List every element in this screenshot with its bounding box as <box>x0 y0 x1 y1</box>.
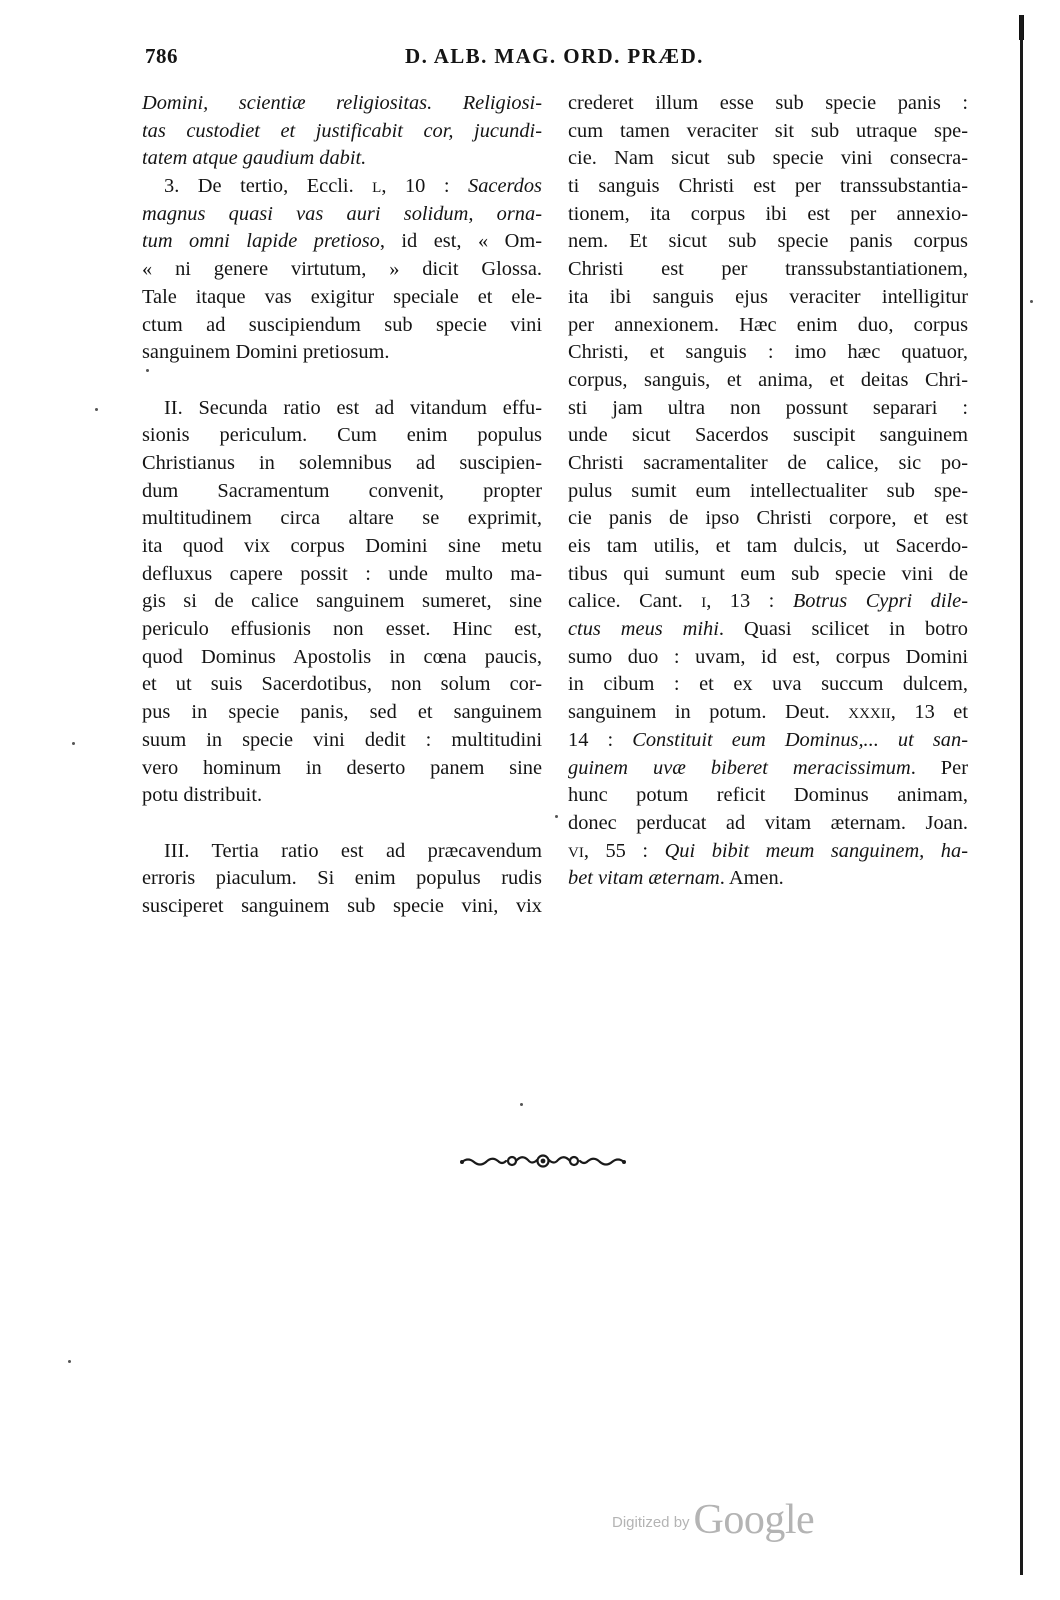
text-line <box>142 782 542 810</box>
italic-segment: ctus meus mihi <box>568 618 719 641</box>
text-line <box>568 588 968 616</box>
text-line <box>568 422 968 450</box>
italic-segment: tatem atque gaudium dabit. <box>142 147 367 170</box>
text-line <box>142 616 542 644</box>
text-line <box>568 505 968 533</box>
text-line <box>142 838 542 866</box>
text-segment: . Per <box>910 756 968 779</box>
text-segment: tibus qui sumunt eum sub specie vini de <box>568 562 968 585</box>
text-segment: per annexionem. Hæc enim duo, corpus <box>568 313 968 336</box>
text-segment: calice. Cant. <box>568 590 702 613</box>
text-segment: I <box>701 595 707 612</box>
text-line <box>142 422 542 450</box>
text-segment: Tale itaque vas exigitur speciale et ele- <box>142 285 542 308</box>
text-segment: ctum ad suscipiendum sub specie vini <box>142 313 542 336</box>
paragraph-gap <box>142 810 542 838</box>
text-line <box>568 256 968 284</box>
watermark-prefix: Digitized by <box>612 1514 690 1531</box>
italic-segment: Domini, scientiæ religiositas. Religiosi- <box>142 92 542 114</box>
text-line <box>142 561 542 589</box>
text-line <box>568 201 968 229</box>
text-line <box>142 173 542 201</box>
text-segment: dum Sacramentum convenit, propter <box>142 479 542 502</box>
text-line <box>568 395 968 423</box>
text-line <box>142 339 542 367</box>
text-line <box>568 727 968 755</box>
italic-segment: Botrus Cypri dile- <box>792 590 969 613</box>
text-segment: potu distribuit. <box>142 784 263 807</box>
text-segment: cum tamen veraciter sit sub utraque spe- <box>568 119 968 142</box>
text-line <box>142 505 542 533</box>
text-line <box>568 671 968 699</box>
text-line <box>568 533 968 561</box>
text-segment: ita quod vix corpus Domini sine metu <box>142 535 542 557</box>
ornament-fleuron <box>458 1148 628 1174</box>
text-line <box>568 312 968 340</box>
text-segment: sionis periculum. Cum enim populus <box>142 424 542 447</box>
italic-segment: magnus quasi vas auri solidum, orna- <box>142 202 542 225</box>
text-segment: sanguinem in potum. Deut. <box>568 701 849 724</box>
text-line <box>142 312 542 340</box>
text-segment: hunc potum reficit Dominus animam, <box>568 784 968 807</box>
text-segment: Christi, et sanguis : imo hæc quatuor, <box>568 341 968 364</box>
text-segment: defluxus capere possit : unde multo ma- <box>142 562 542 585</box>
text-line <box>568 145 968 173</box>
text-segment: erroris piaculum. Si enim populus rudis <box>142 867 542 890</box>
text-segment: sumo duo : uvam, id est, corpus Domini <box>568 645 968 668</box>
text-segment: gis si de calice sanguinem sumeret, sine <box>142 590 542 613</box>
text-line <box>568 865 968 893</box>
page-number: 786 <box>145 44 178 68</box>
text-line <box>142 671 542 699</box>
text-segment: multitudinem circa altare se exprimit, <box>142 507 542 530</box>
text-line <box>568 228 968 256</box>
text-segment: unde sicut Sacerdos suscipit sanguinem <box>568 424 968 447</box>
text-segment: ti sanguis Christi est per transsubstantia- <box>568 175 968 198</box>
text-line <box>142 865 542 893</box>
text-segment: « ni genere virtutum, » dicit Glossa. <box>142 258 542 281</box>
text-segment: cie. Nam sicut sub specie vini consecra- <box>568 147 968 170</box>
text-segment: , 10 : <box>381 175 468 198</box>
text-segment: nem. Et sicut sub specie panis corpus <box>568 230 968 253</box>
text-line <box>568 90 968 118</box>
text-segment: Christi sacramentaliter de calice, sic po- <box>568 451 968 474</box>
google-logo: Google <box>693 1497 815 1543</box>
text-segment: . Amen. <box>719 867 784 890</box>
italic-segment: guinem uvæ biberet meracissimum <box>568 756 911 779</box>
text-segment: L <box>372 180 382 197</box>
italic-segment: tum omni lapide pretioso <box>142 230 380 253</box>
text-segment: periculo effusionis non esset. Hinc est, <box>142 618 542 641</box>
scan-edge-rule <box>1020 15 1023 1575</box>
text-line <box>568 173 968 201</box>
text-segment: VI <box>568 844 584 861</box>
text-line <box>568 644 968 672</box>
italic-segment: Sacerdos <box>468 175 542 198</box>
paragraph-gap <box>142 367 542 395</box>
running-title: D. ALB. MAG. ORD. PRÆD. <box>405 44 704 68</box>
text-line <box>568 561 968 589</box>
text-segment: crederet illum esse sub specie panis : <box>568 92 968 114</box>
text-segment: susciperet sanguinem sub specie vini, vix <box>142 894 542 917</box>
text-line <box>568 367 968 395</box>
text-segment: 3. De tertio, Eccli. <box>164 175 373 198</box>
text-line <box>142 644 542 672</box>
text-segment: , 13 : <box>706 590 793 613</box>
text-segment: , 55 : <box>583 839 665 862</box>
scan-speck <box>146 369 149 372</box>
text-line <box>568 339 968 367</box>
text-segment: Christianus in solemnibus ad suscipien- <box>142 451 542 474</box>
text-segment: quod Dominus Apostolis in cœna paucis, <box>142 645 542 668</box>
text-line <box>142 256 542 284</box>
italic-segment: Constituit eum Dominus,... ut san- <box>632 728 968 751</box>
text-line <box>142 588 542 616</box>
text-line <box>142 118 542 146</box>
text-segment: , 13 et <box>890 701 968 724</box>
text-line <box>142 90 542 118</box>
text-segment: corpus, sanguis, et anima, et deitas Chri- <box>568 368 968 391</box>
text-line <box>142 755 542 783</box>
text-segment: , id est, « Om- <box>379 230 542 253</box>
left-column <box>142 90 542 921</box>
text-line <box>568 810 968 838</box>
text-segment: donec perducat ad vitam æternam. Joan. <box>568 811 968 834</box>
text-line <box>568 450 968 478</box>
text-segment: cie panis de ipso Christi corpore, et est <box>568 507 968 530</box>
text-segment: III. Tertia ratio est ad præcavendum <box>164 839 542 862</box>
text-segment: et ut suis Sacerdotibus, non solum cor- <box>142 673 542 696</box>
text-line <box>142 228 542 256</box>
text-segment: II. Secunda ratio est ad vitandum effu- <box>164 396 542 419</box>
text-segment: sanguinem Domini pretiosum. <box>142 341 390 364</box>
text-line <box>142 145 542 173</box>
text-line <box>568 699 968 727</box>
text-line <box>568 478 968 506</box>
text-line <box>568 118 968 146</box>
text-line <box>568 284 968 312</box>
italic-segment: tas custodiet et justificabit cor, jucundi- <box>142 119 542 142</box>
text-segment: tionem, ita corpus ibi est per annexio- <box>568 202 968 225</box>
scan-speck <box>68 1360 71 1363</box>
italic-segment: bet vitam æternam <box>568 867 720 890</box>
text-segment: sti jam ultra non possunt separari : <box>568 396 968 419</box>
italic-segment: Qui bibit meum sanguinem, ha- <box>664 839 968 862</box>
text-line <box>568 782 968 810</box>
text-line <box>142 478 542 506</box>
text-line <box>142 699 542 727</box>
text-line <box>142 201 542 229</box>
google-watermark <box>612 1496 814 1544</box>
scan-speck <box>72 742 75 745</box>
scan-speck <box>1030 300 1033 303</box>
text-line <box>142 395 542 423</box>
text-segment: ita ibi sanguis ejus veraciter intelligitur <box>568 285 968 308</box>
scan-speck <box>95 408 98 411</box>
text-line <box>142 284 542 312</box>
text-line <box>568 838 968 866</box>
text-line <box>568 616 968 644</box>
text-line <box>142 450 542 478</box>
scan-speck <box>555 815 558 818</box>
text-line <box>142 893 542 921</box>
text-segment: pus in specie panis, sed et sanguinem <box>142 701 542 724</box>
text-segment: in cibum : et ex uva succum dulcem, <box>568 673 968 696</box>
text-segment: . Quasi scilicet in botro <box>718 618 969 641</box>
text-line <box>142 727 542 755</box>
text-segment: pulus sumit eum intellectualiter sub spe- <box>568 479 968 502</box>
text-line <box>568 755 968 783</box>
text-segment: eis tam utilis, et tam dulcis, ut Sacerdo- <box>568 535 968 557</box>
text-line <box>142 533 542 561</box>
text-segment: vero hominum in deserto panem sine <box>142 756 542 779</box>
scan-speck <box>520 1103 523 1106</box>
text-segment: Christi est per transsubstantiationem, <box>568 258 968 281</box>
text-segment: 14 : <box>568 728 633 751</box>
text-segment: suum in specie vini dedit : multitudini <box>142 728 542 751</box>
text-segment: XXXII <box>848 706 891 723</box>
right-column <box>568 90 968 893</box>
